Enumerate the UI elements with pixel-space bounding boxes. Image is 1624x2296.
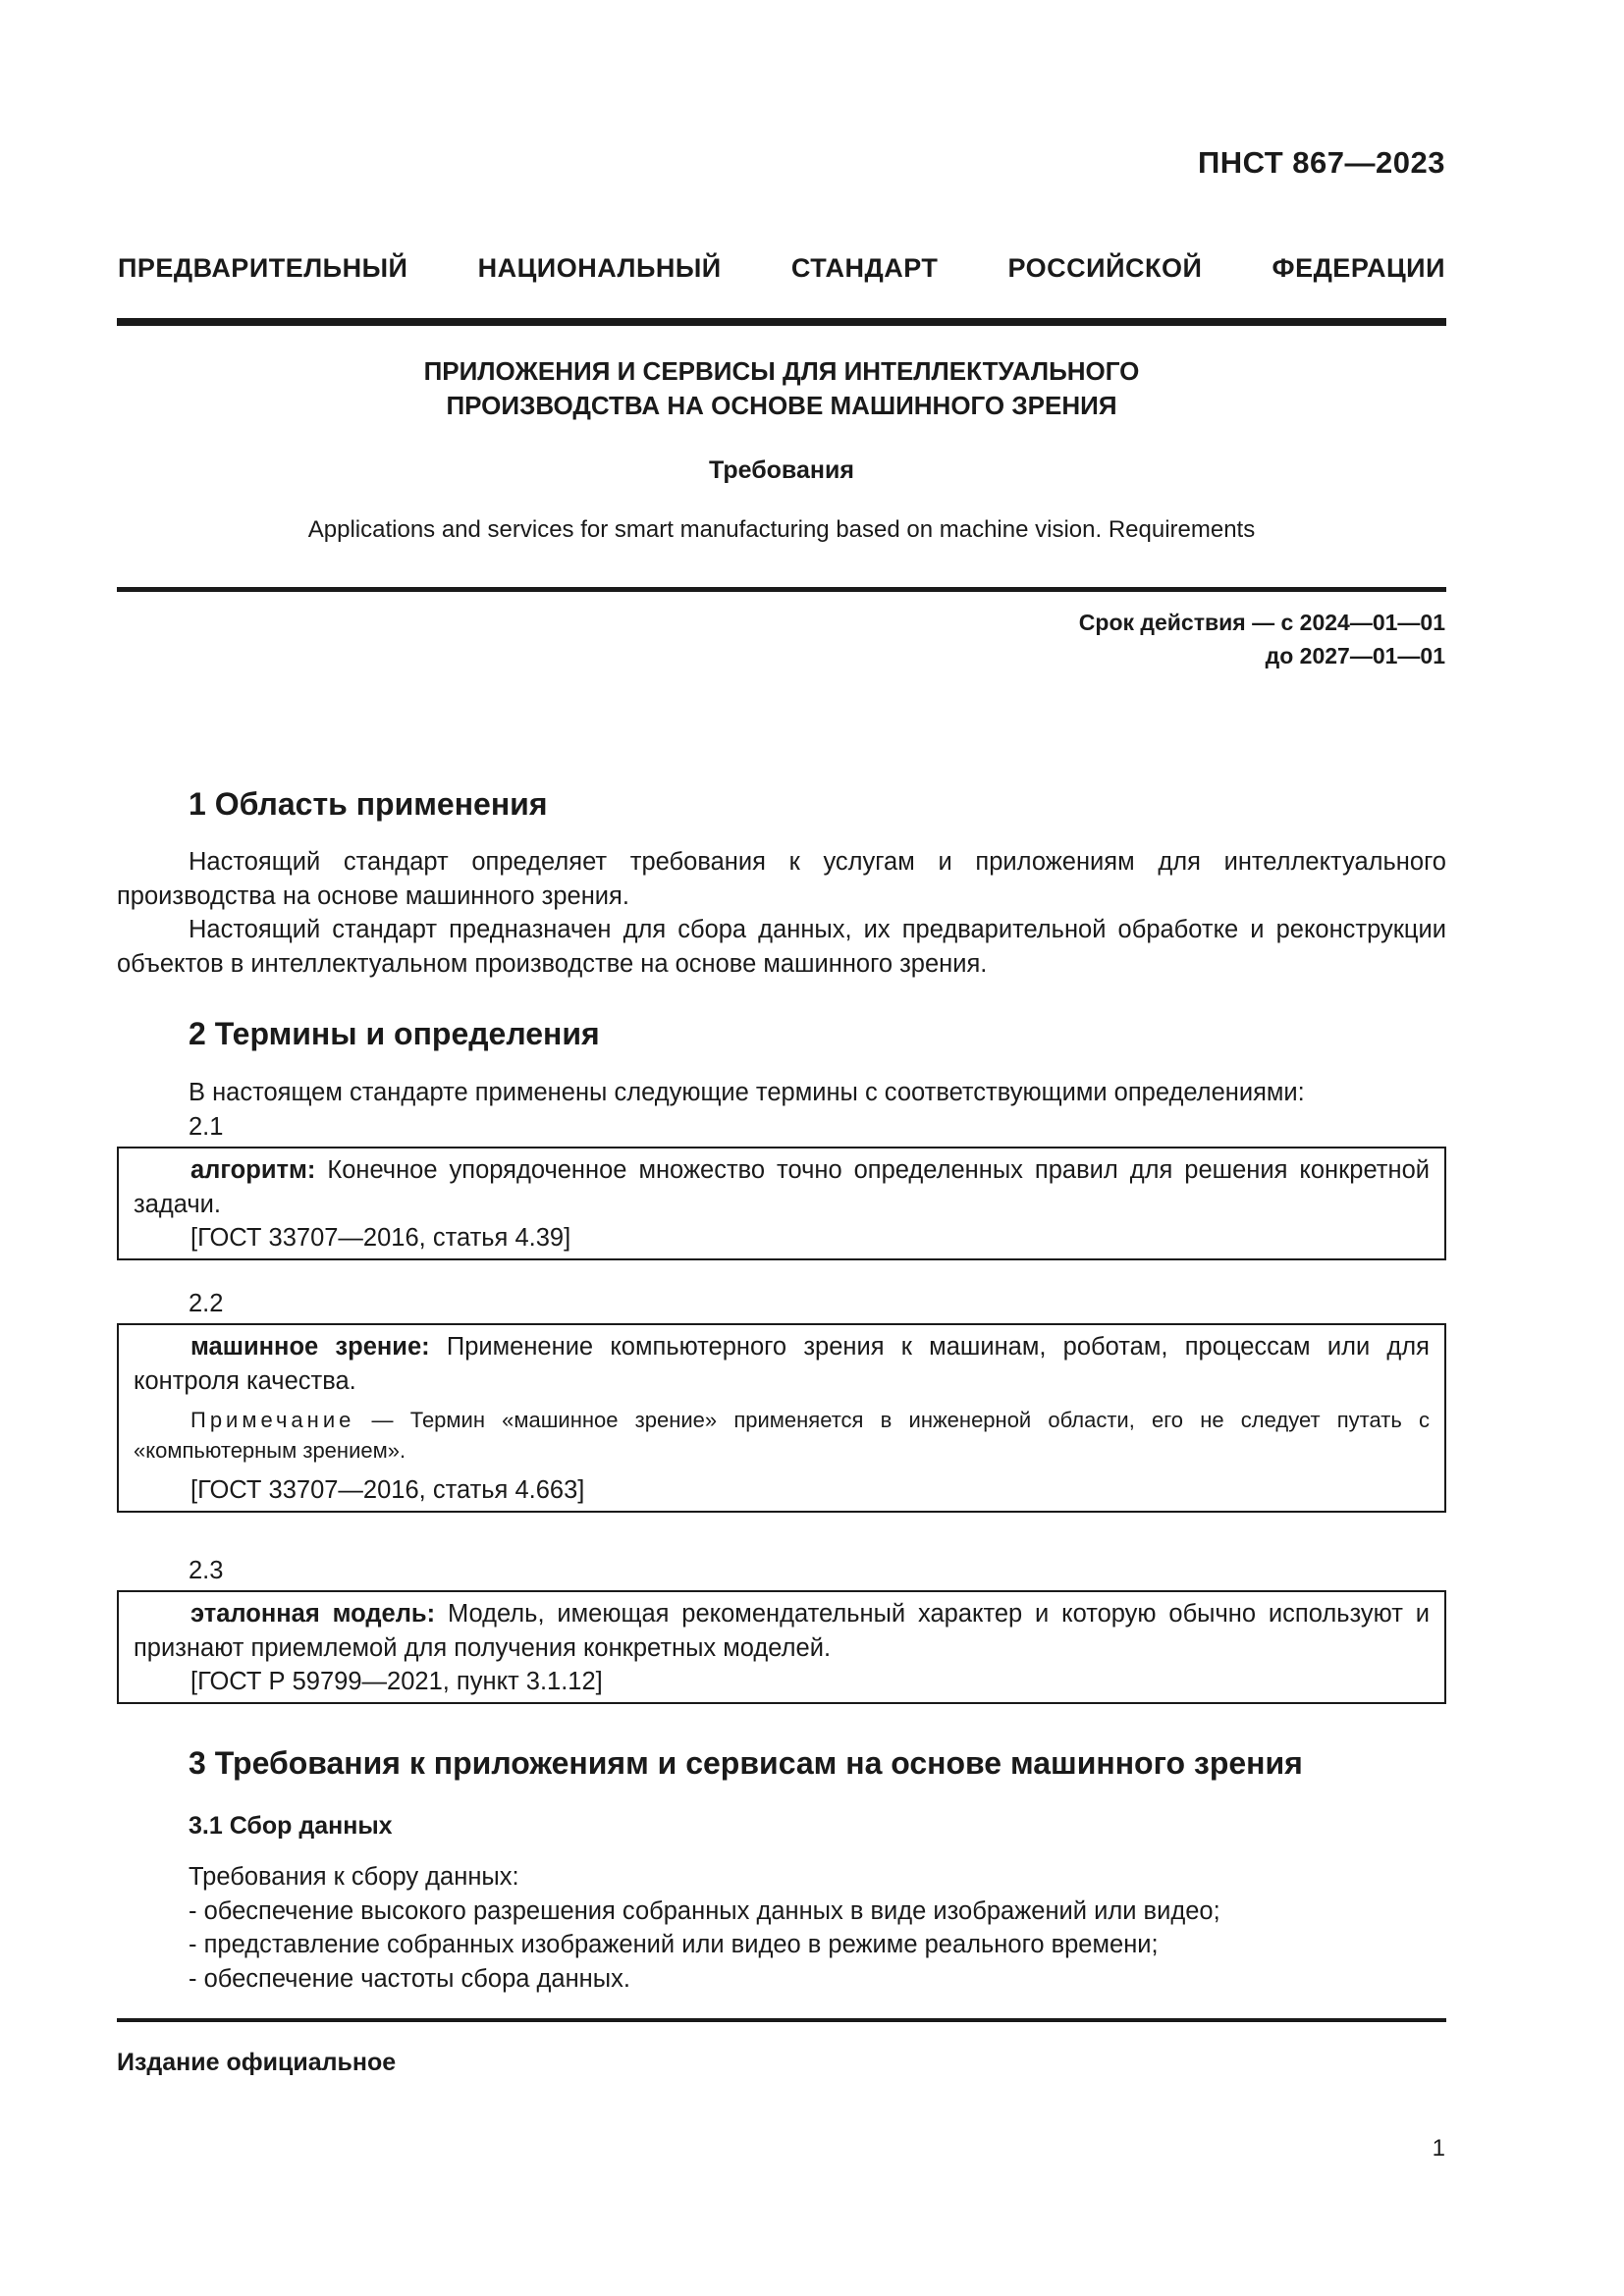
term-definition-text: Конечное упорядоченное множество точно определенных правил для решения конкретной задачи.	[134, 1156, 1430, 1218]
title-divider	[117, 587, 1446, 592]
page-number: 1	[1432, 2135, 1445, 2162]
term-definition	[134, 1153, 1430, 1221]
note-text: — Термин «машинное зрение» применяется в инженерной области, его не следует путать с «компьютерным зрением».	[134, 1408, 1430, 1463]
list-item: - обеспечение высокого разрешения собранных данных в виде изображений или видео;	[189, 1896, 1220, 1925]
term-number: 2.3	[189, 1557, 224, 1584]
term-box-machine-vision	[117, 1323, 1446, 1513]
term-definition	[134, 1597, 1430, 1665]
term-source: [ГОСТ 33707—2016, статья 4.663]	[190, 1476, 585, 1504]
term-definition	[134, 1330, 1430, 1398]
requirements-intro: Требования к сбору данных:	[189, 1863, 519, 1891]
term-source: [ГОСТ 33707—2016, статья 4.39]	[190, 1224, 571, 1252]
validity-to: до 2027—01—01	[1265, 643, 1445, 668]
section-3-heading: 3 Требования к приложениям и сервисам на основе машинного зрения	[189, 1745, 1303, 1781]
standard-type-heading: ПРЕДВАРИТЕЛЬНЫЙ НАЦИОНАЛЬНЫЙ СТАНДАРТ РОССИЙСКОЙ ФЕДЕРАЦИИ	[118, 253, 1445, 283]
term-source: [ГОСТ Р 59799—2021, пункт 3.1.12]	[190, 1668, 603, 1695]
section-2-heading: 2 Термины и определения	[189, 1016, 600, 1051]
term-definition-text: Применение компьютерного зрения к машинам, роботам, процессам или для контроля качества.	[134, 1333, 1430, 1395]
term-number: 2.2	[189, 1290, 224, 1317]
scope-paragraph: Настоящий стандарт предназначен для сбора данных, их предварительной обработке и реконструкции объектов в интеллектуальном производстве на основе машинного зрения.	[117, 916, 1446, 978]
note-label: Примечание	[190, 1408, 355, 1432]
edition-label: Издание официальное	[117, 2049, 397, 2076]
title-line-2: ПРОИЗВОДСТВА НА ОСНОВЕ МАШИННОГО ЗРЕНИЯ	[446, 391, 1117, 420]
term-box-algorithm	[117, 1147, 1446, 1260]
term-definition-text: Модель, имеющая рекомендательный характер и которую обычно используют и признают приемлемой для получения конкретных моделей.	[134, 1600, 1430, 1662]
term-number: 2.1	[189, 1113, 224, 1141]
title-line-1: ПРИЛОЖЕНИЯ И СЕРВИСЫ ДЛЯ ИНТЕЛЛЕКТУАЛЬНОГО	[423, 356, 1140, 386]
section-3-1-body	[189, 1860, 1445, 1996]
subsection-3-1-heading: 3.1 Сбор данных	[189, 1812, 393, 1840]
english-title: Applications and services for smart manufacturing based on machine vision. Requirements	[307, 516, 1256, 543]
list-item: - представление собранных изображений или видео в режиме реального времени;	[189, 1931, 1159, 1958]
document-title	[117, 354, 1446, 423]
document-subtitle: Требования	[709, 456, 854, 484]
list-item: - обеспечение частоты сбора данных.	[189, 1964, 630, 1993]
section-1-body	[117, 845, 1446, 981]
term-name: эталонная модель:	[190, 1600, 436, 1628]
section-1-heading: 1 Область применения	[189, 786, 548, 822]
validity-period	[1079, 606, 1445, 672]
terms-intro: В настоящем стандарте применены следующие термины с соответствующими определениями:	[189, 1079, 1305, 1106]
term-box-reference-model	[117, 1590, 1446, 1704]
document-code: ПНСТ 867—2023	[1197, 145, 1445, 180]
term-note	[134, 1405, 1430, 1466]
requirements-list	[189, 1895, 1445, 1997]
validity-from: Срок действия — с 2024—01—01	[1078, 610, 1445, 635]
term-name: алгоритм:	[190, 1156, 316, 1184]
top-divider	[117, 318, 1446, 326]
scope-paragraph: Настоящий стандарт определяет требования к услугам и приложениям для интеллектуального производства на основе машинного зрения.	[117, 848, 1446, 910]
term-name: машинное зрение:	[190, 1333, 430, 1361]
footer-divider	[117, 2018, 1446, 2022]
